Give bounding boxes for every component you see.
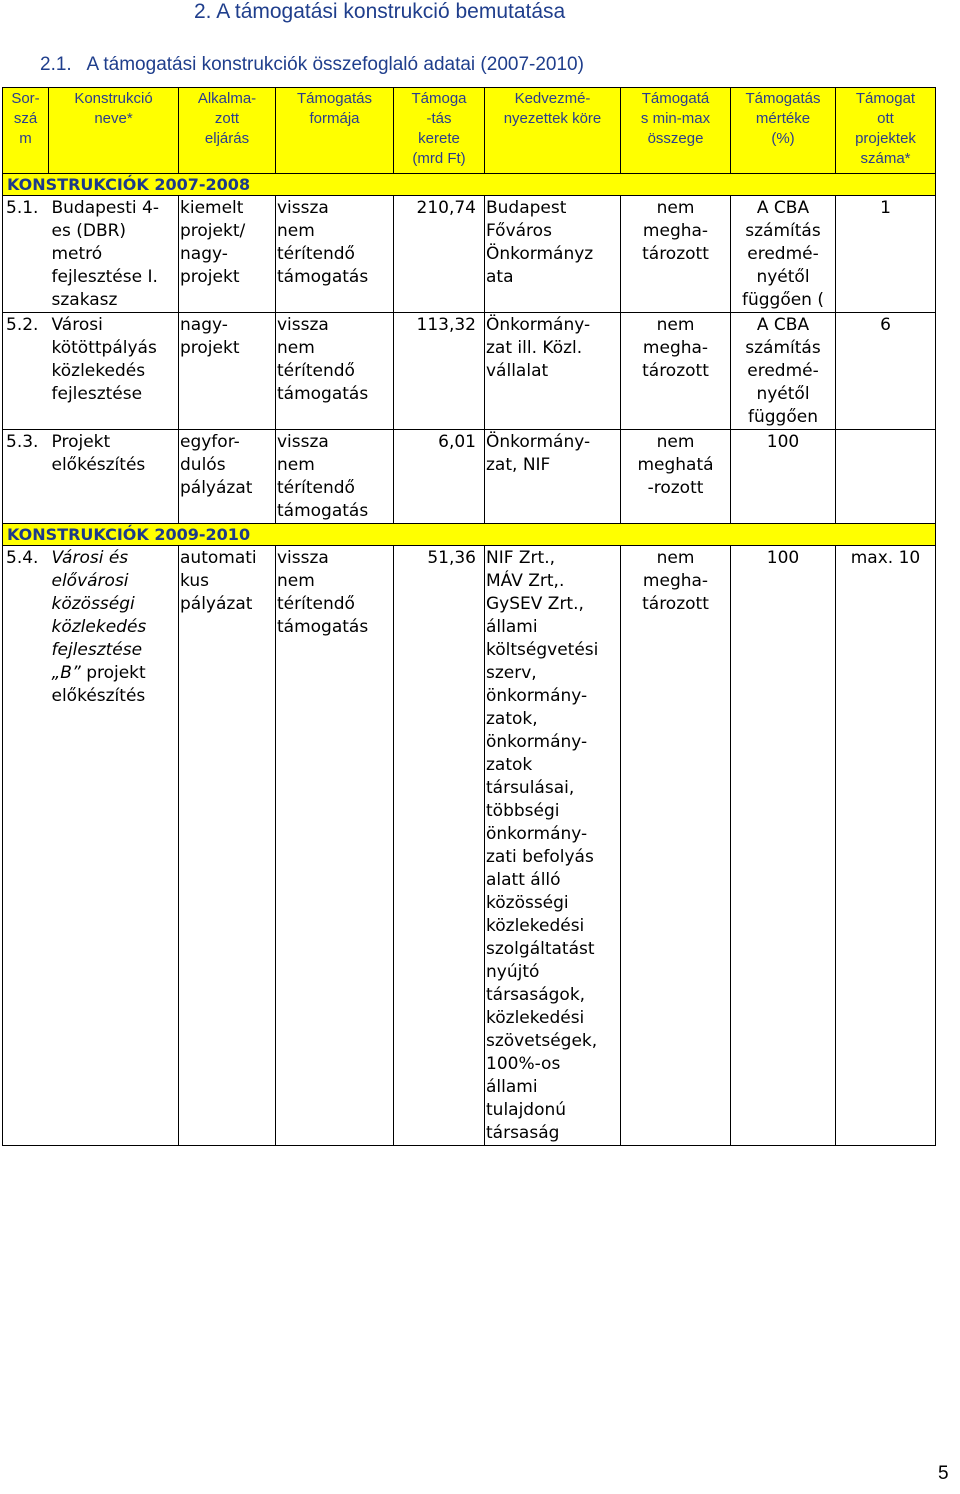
construction-name [49, 546, 179, 1146]
construction-name-italic: Városi és elővárosi közösségi közlekedés fejlesztése „B” [51, 548, 147, 683]
col-header-budget: Támoga -tás kerete (mrd Ft) [394, 88, 485, 174]
support-amount: nem meghatá -rozott [621, 430, 731, 524]
support-form: vissza nem térítendő támogatás [276, 546, 394, 1146]
col-header-amount: Támogatá s min-max összege [621, 88, 731, 174]
beneficiaries: Budapest Főváros Önkormányz ata [485, 196, 621, 313]
construction-name: Projekt előkészítés [49, 430, 179, 524]
col-header-count: Támogat ott projektek száma* [836, 88, 936, 174]
support-rate: 100 [731, 430, 836, 524]
budget: 210,74 [394, 196, 485, 313]
beneficiaries: Önkormány- zat ill. Közl. vállalat [485, 313, 621, 430]
section-row [3, 524, 936, 546]
support-rate: A CBA számítás eredmé- nyétől függően ( [731, 196, 836, 313]
support-form: vissza nem térítendő támogatás [276, 196, 394, 313]
budget: 6,01 [394, 430, 485, 524]
section-row [3, 174, 936, 196]
constructions-table [2, 87, 936, 1146]
construction-name-last: előkészítés [51, 686, 146, 706]
beneficiaries: NIF Zrt., MÁV Zrt,. GySEV Zrt., állami költségvetési szerv, önkormány- zatok, önkormány- zatok társulásai, többségi önkormány- zati befolyás alatt álló közösségi közlekedési szolgáltatást nyújtó társaságok, közlekedési szövetségek, 100%-os állami tulajdonú társaság [485, 546, 621, 1146]
project-count [836, 430, 936, 524]
support-form: vissza nem térítendő támogatás [276, 430, 394, 524]
support-amount: nem megha- tározott [621, 546, 731, 1146]
table-row [3, 313, 936, 430]
col-header-beneficiaries: Kedvezmé- nyezettek köre [485, 88, 621, 174]
project-count: 1 [836, 196, 936, 313]
col-header-form: Támogatás formája [276, 88, 394, 174]
project-count: 6 [836, 313, 936, 430]
construction-name: Városi kötöttpályás közlekedés fejlesztése [49, 313, 179, 430]
table-row [3, 196, 936, 313]
section-title: KONSTRUKCIÓK 2007-2008 [3, 174, 936, 196]
col-header-procedure: Alkalma- zott eljárás [179, 88, 276, 174]
table-row [3, 430, 936, 524]
col-header-number: Sor- szá m [3, 88, 49, 174]
budget: 51,36 [394, 546, 485, 1146]
table-header-row [3, 88, 936, 174]
procedure: kiemelt projekt/ nagy- projekt [179, 196, 276, 313]
col-header-rate: Támogatás mértéke (%) [731, 88, 836, 174]
construction-name: Budapesti 4- es (DBR) metró fejlesztése I. szakasz [49, 196, 179, 313]
construction-name-tail: projekt [86, 663, 146, 683]
col-header-name: Konstrukció neve* [49, 88, 179, 174]
section-subtitle: 2.1. A támogatási konstrukciók összefoglaló adatai (2007-2010) [40, 54, 584, 75]
row-number: 5.1. [3, 196, 49, 313]
table-row [3, 546, 936, 1146]
budget: 113,32 [394, 313, 485, 430]
support-rate: A CBA számítás eredmé- nyétől függően [731, 313, 836, 430]
section-title: KONSTRUKCIÓK 2009-2010 [3, 524, 936, 546]
procedure: nagy- projekt [179, 313, 276, 430]
support-amount: nem megha- tározott [621, 196, 731, 313]
support-rate: 100 [731, 546, 836, 1146]
procedure: egyfor- dulós pályázat [179, 430, 276, 524]
beneficiaries: Önkormány- zat, NIF [485, 430, 621, 524]
page-title: 2. A támogatási konstrukció bemutatása [194, 0, 566, 23]
procedure: automati kus pályázat [179, 546, 276, 1146]
row-number: 5.4. [3, 546, 49, 1146]
project-count: max. 10 [836, 546, 936, 1146]
support-form: vissza nem térítendő támogatás [276, 313, 394, 430]
row-number: 5.2. [3, 313, 49, 430]
page-number: 5 [938, 1463, 949, 1484]
support-amount: nem megha- tározott [621, 313, 731, 430]
row-number: 5.3. [3, 430, 49, 524]
